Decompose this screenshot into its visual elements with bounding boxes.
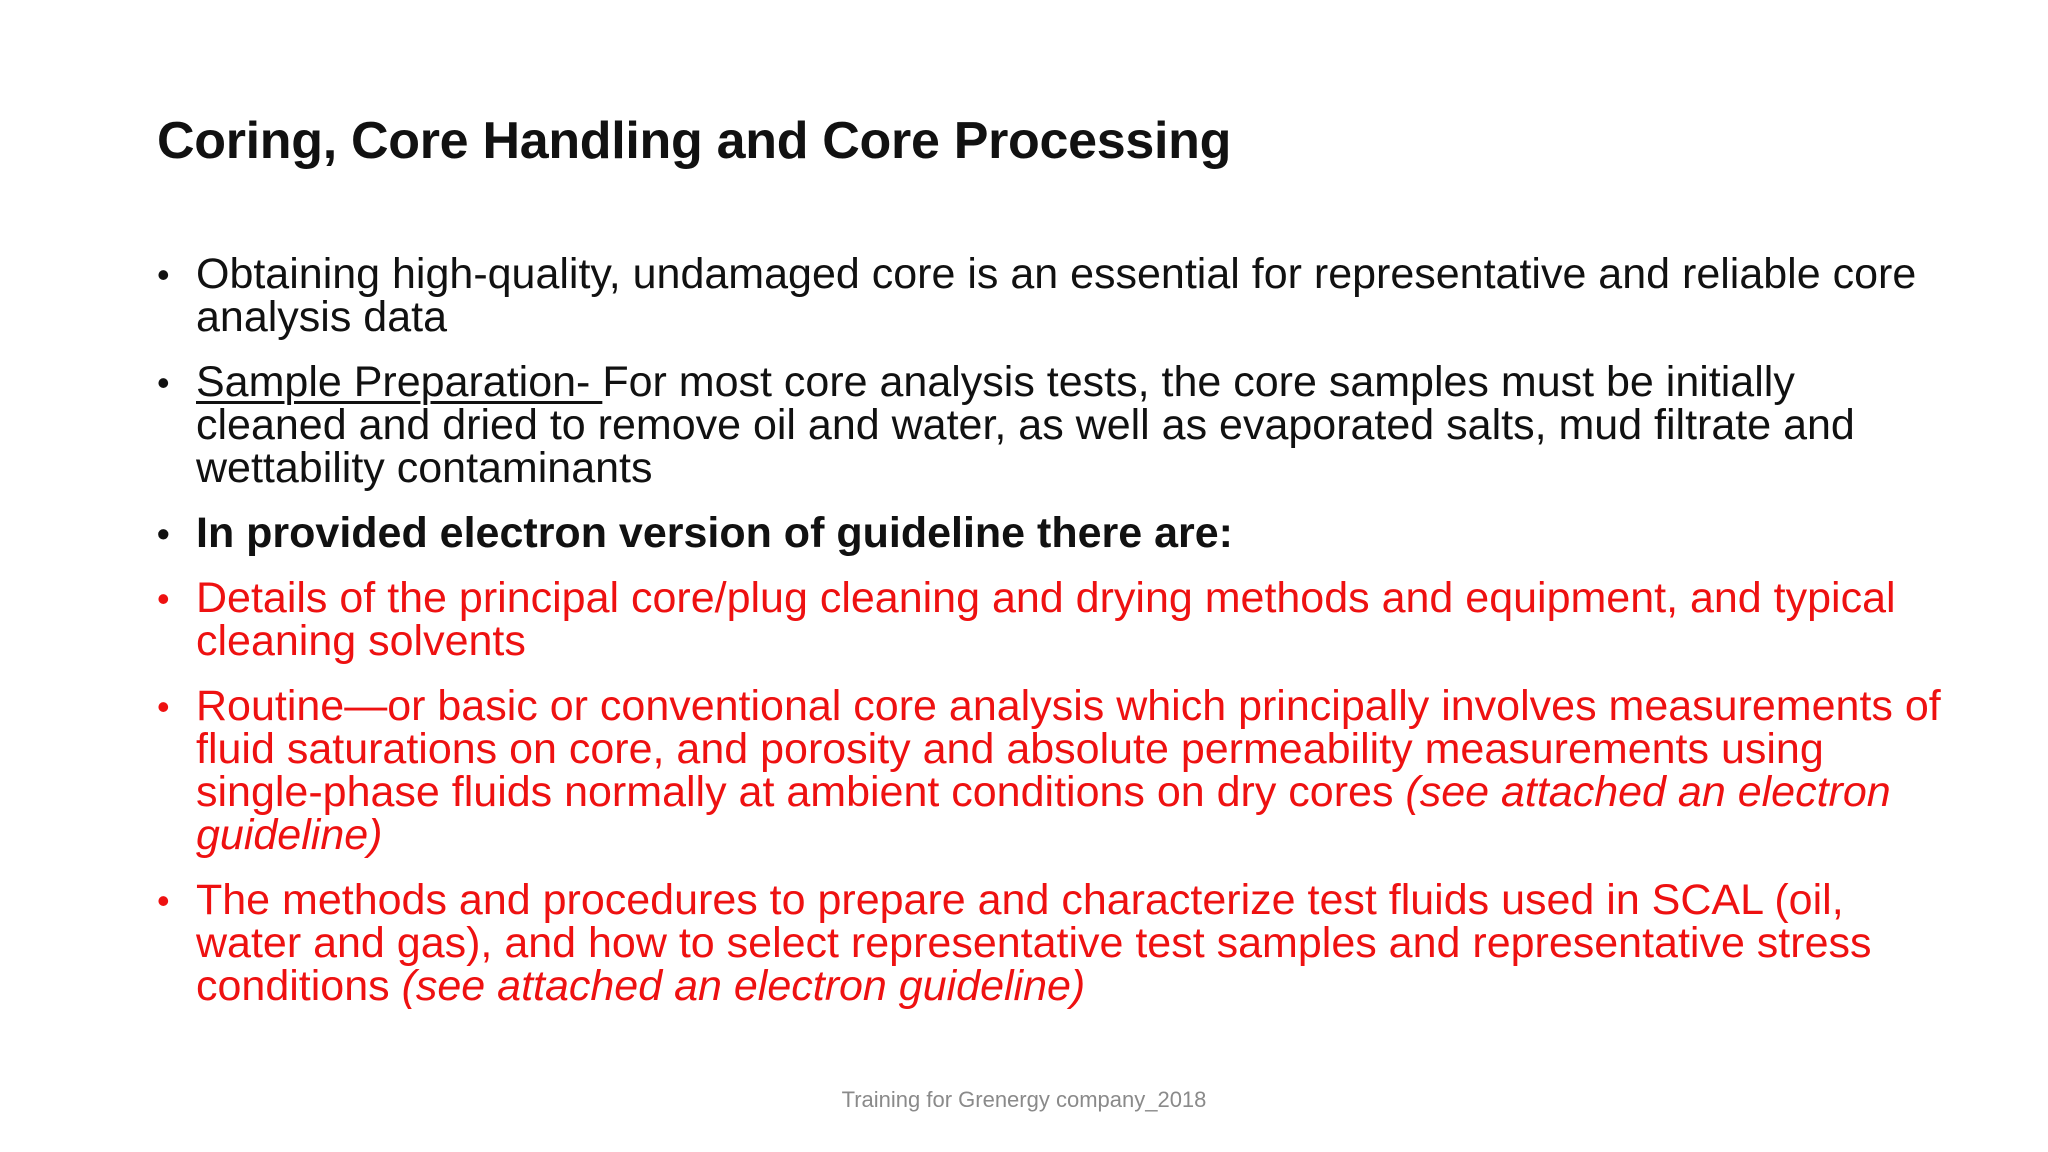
bullet-item [157,509,1957,557]
bullet-note: (see attached an electron guideline) [196,768,1891,859]
bullet-note: (see attached an electron guideline) [401,962,1086,1010]
bullet-item [157,574,1957,665]
bullet-label-sample-preparation: Sample Preparation- [196,358,603,406]
bullet-dot: • [157,686,170,727]
bullet-text: The methods and procedures to prepare and characterize test fluids used in SCAL (oil, water and gas), and how to select representative test samples and representative stress conditions [196,876,1872,1010]
bullet-text: Obtaining high-quality, undamaged core is an essential for representative and reliable core analysis data [196,250,1917,341]
slide-title: Coring, Core Handling and Core Processing [157,112,1232,170]
bullet-text: Details of the principal core/plug cleaning and drying methods and equipment, and typical cleaning solvents [196,574,1896,665]
bullet-text: For most core analysis tests, the core samples must be initially cleaned and dried to remove oil and water, as well as evaporated salts, mud filtrate and wettability contaminants [196,358,1855,492]
bullet-dot: • [157,880,170,921]
bullet-item [157,250,1957,341]
bullet-item [157,358,1957,492]
bullet-dot: • [157,254,170,295]
bullet-list [157,250,1957,1030]
slide-footer: Training for Grenergy company_2018 [841,1087,1207,1112]
bullet-dot: • [157,362,170,403]
bullet-dot: • [157,578,170,619]
bullet-dot: • [157,513,170,554]
bullet-item [157,876,1957,1010]
bullet-text: Routine—or basic or conventional core analysis which principally involves measurements of fluid saturations on core, and porosity and absolute permeability measurements using single-phase fluids normally at ambient conditions on dry cores [196,682,1941,816]
bullet-item [157,682,1957,859]
bullet-text: In provided electron version of guideline there are: [196,509,1233,557]
